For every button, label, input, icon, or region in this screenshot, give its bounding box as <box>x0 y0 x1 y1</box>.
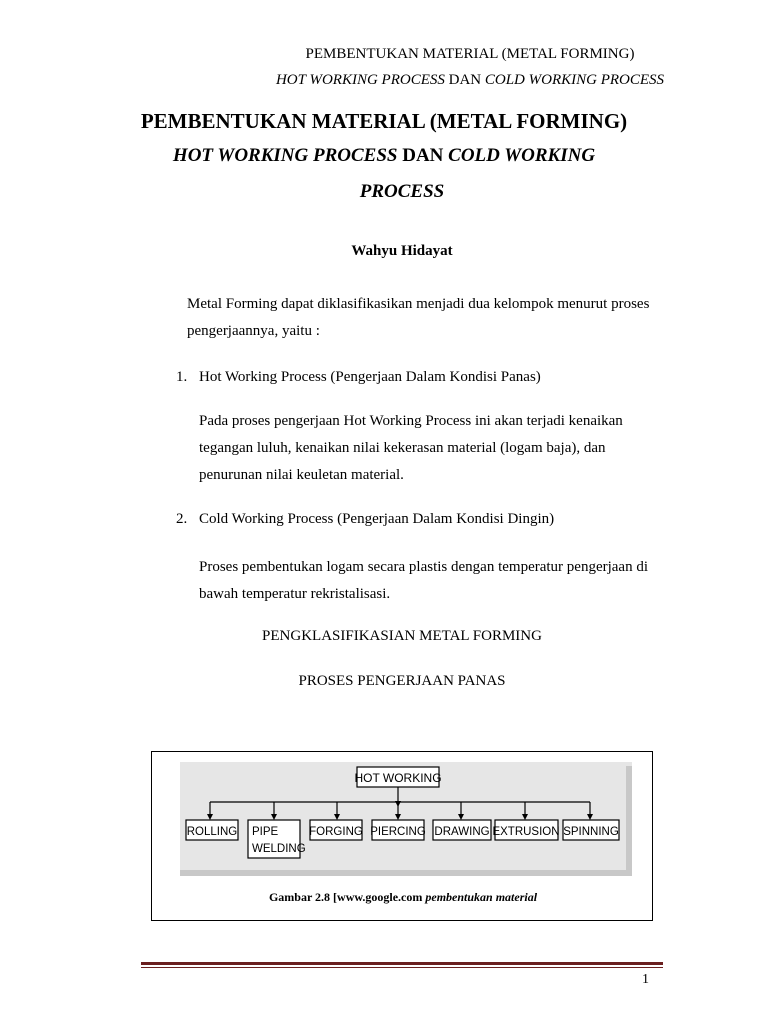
node-pipe: PIPE <box>252 826 279 838</box>
node-rolling: ROLLING <box>186 826 238 838</box>
subtitle-hot: HOT WORKING PROCESS <box>172 145 398 166</box>
figure-caption <box>152 890 654 905</box>
running-header-hot: HOT WORKING PROCESS <box>275 72 445 88</box>
list-number-2: 2. <box>176 511 188 527</box>
running-header-cold: COLD WORKING PROCESS <box>484 72 665 88</box>
node-extrusion: EXTRUSION <box>492 826 560 838</box>
node-pipe-welding: WELDING <box>252 843 306 855</box>
subtitle-process: PROCESS <box>359 181 445 202</box>
footer-rule-thick <box>141 962 663 965</box>
subsection-title: PROSES PENGERJAAN PANAS <box>298 673 506 689</box>
list-heading-1: Hot Working Process (Pengerjaan Dalam Kondisi Panas) <box>199 369 541 385</box>
caption-prefix: Gambar 2.8 [www.google.com <box>268 890 426 904</box>
running-header-line1: PEMBENTUKAN MATERIAL (METAL FORMING) <box>305 46 635 62</box>
list-number-1: 1. <box>176 369 188 385</box>
footer-rule-thin <box>141 967 663 968</box>
diagram-svg <box>180 762 632 876</box>
node-drawing: DRAWING <box>434 826 490 838</box>
figure-box <box>151 751 653 921</box>
list-description-1: Pada proses pengerjaan Hot Working Process ini akan terjadi kenaikan tegangan luluh, kenaikan nilai kekerasan material (logam baja), dan penurunan nilai keuletan material. <box>199 413 623 483</box>
hot-working-diagram <box>180 762 632 876</box>
node-piercing: PIERCING <box>370 826 426 838</box>
author-name: Wahyu Hidayat <box>351 243 453 259</box>
list-heading-2: Cold Working Process (Pengerjaan Dalam Kondisi Dingin) <box>199 511 555 527</box>
node-spinning: SPINNING <box>563 826 619 838</box>
subtitle-dan: DAN <box>397 145 449 166</box>
caption-italic: pembentukan material <box>425 890 538 904</box>
list-description-2: Proses pembentukan logam secara plastis dengan temperatur pengerjaan di bawah temperatur rekristalisasi. <box>199 559 649 602</box>
running-header-dan: DAN <box>444 72 485 88</box>
node-forging: FORGING <box>309 826 363 838</box>
page-number: 1 <box>642 972 649 987</box>
running-header-line2 <box>150 72 768 89</box>
subtitle-cold: COLD WORKING <box>448 145 596 166</box>
page-title: PEMBENTUKAN MATERIAL (METAL FORMING) <box>140 109 628 133</box>
node-root-label: HOT WORKING <box>354 771 442 785</box>
intro-paragraph: Metal Forming dapat diklasifikasikan menjadi dua kelompok menurut proses pengerjaannya, yaitu : <box>187 296 650 339</box>
page-subtitle <box>0 145 768 167</box>
section-title: PENGKLASIFIKASIAN METAL FORMING <box>262 628 542 644</box>
